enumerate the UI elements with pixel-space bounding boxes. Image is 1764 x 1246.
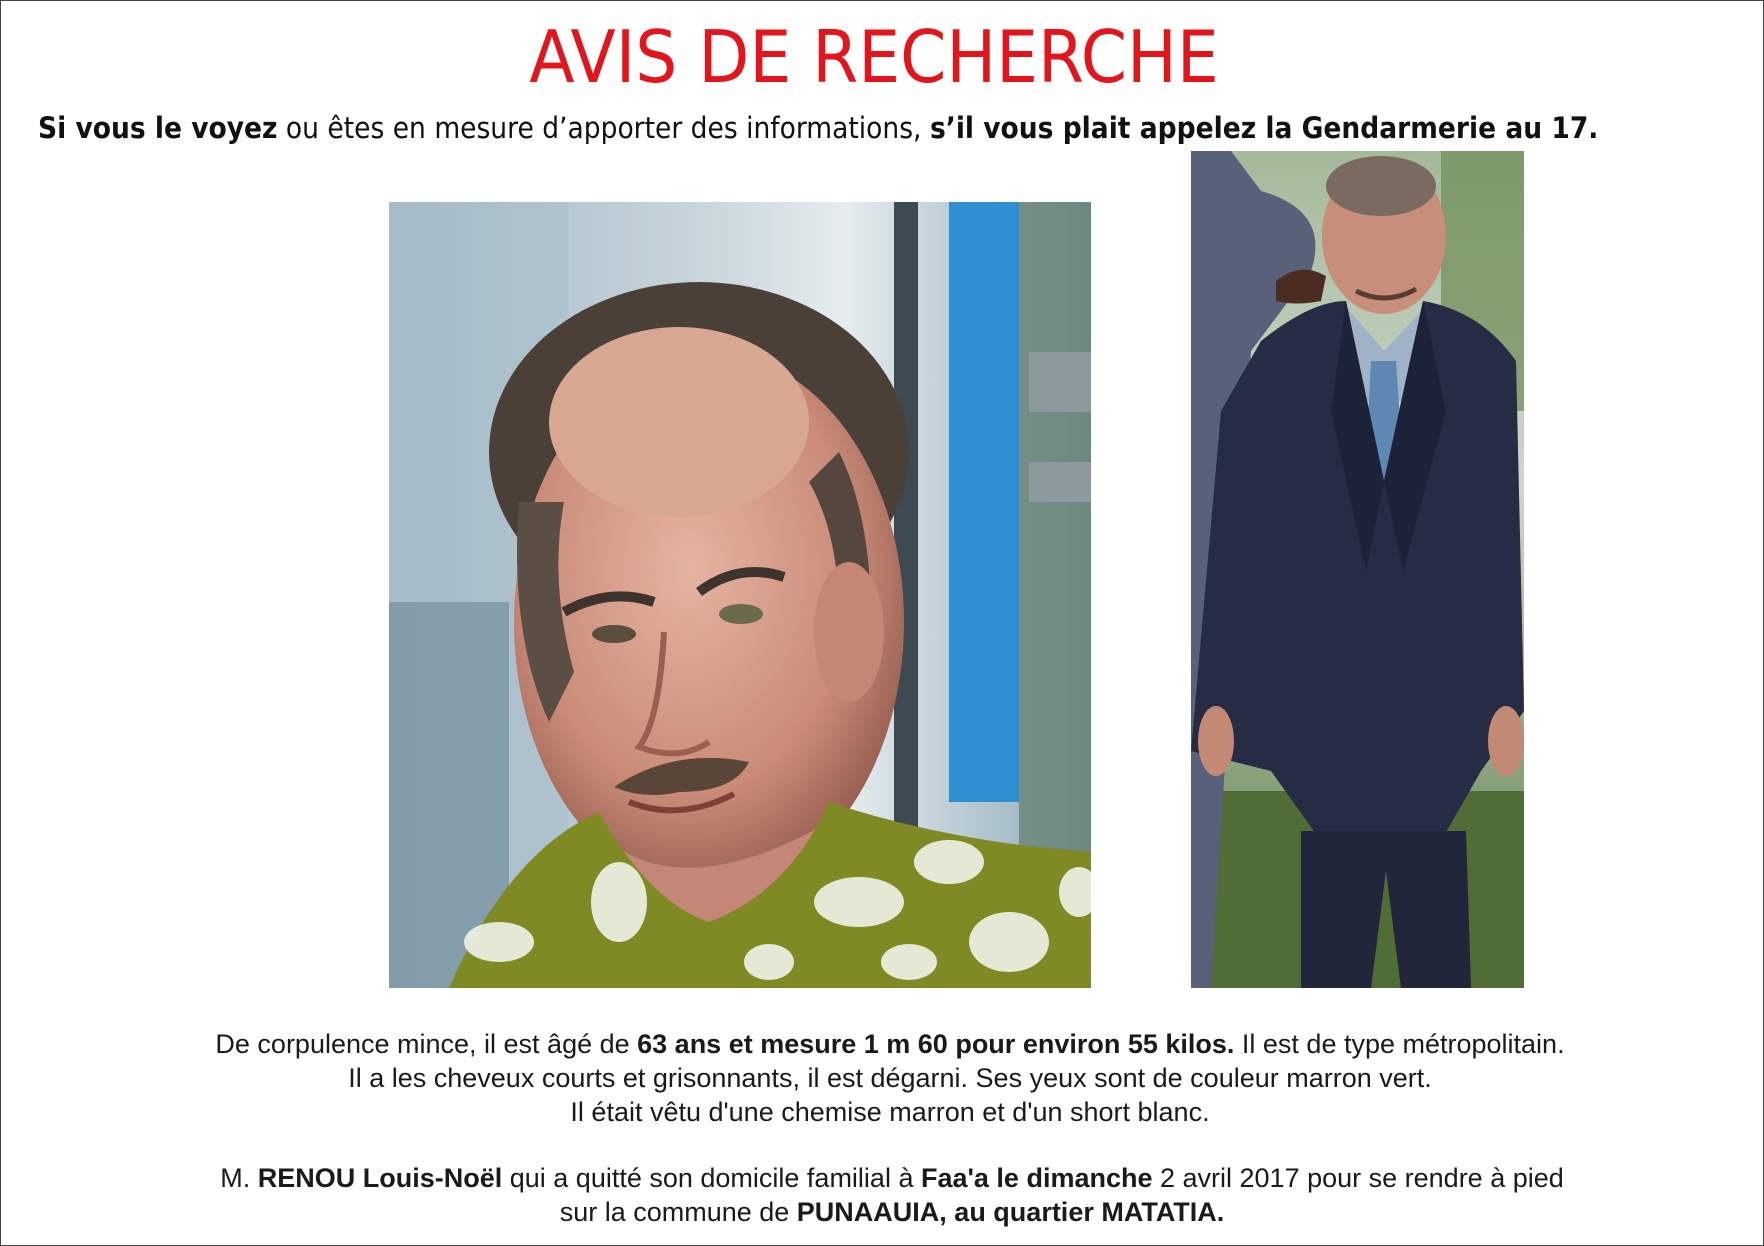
description-line-5 — [10, 1195, 1764, 1229]
desc-line1-bold: 63 ans et mesure 1 m 60 pour environ 55 kilos. — [637, 1029, 1235, 1059]
desc-line4-c: qui a quitté son domicile familial à — [502, 1163, 921, 1193]
departure-place-day: Faa'a le dimanche — [920, 1163, 1153, 1193]
poster-title: AVIS DE RECHERCHE — [529, 15, 1219, 99]
subtitle-bold-start: Si vous le voyez — [38, 111, 278, 145]
poster-subtitle — [38, 106, 1599, 150]
full-length-photo — [1191, 151, 1524, 988]
desc-line1-start: De corpulence mince, il est âgé de — [215, 1029, 638, 1059]
description-line-1 — [8, 1027, 1764, 1061]
desc-line1-end: Il est de type métropolitain. — [1234, 1029, 1565, 1059]
full-length-photo-icon — [1191, 151, 1524, 988]
destination-place: PUNAAUIA, au quartier MATATIA. — [796, 1197, 1225, 1227]
desc-line4-a: M. — [220, 1163, 258, 1193]
desc-line5-a: sur la commune de — [559, 1197, 797, 1227]
description-line-4 — [10, 1161, 1764, 1195]
missing-person-name: RENOU Louis-Noël — [257, 1163, 503, 1193]
desc-line4-e: 2 avril 2017 pour se rendre à pied — [1152, 1163, 1564, 1193]
description-line-3: Il était vêtu d'une chemise marron et d'un short blanc. — [570, 1097, 1210, 1127]
portrait-photo-icon — [389, 202, 1091, 988]
portrait-photo — [389, 202, 1091, 988]
subtitle-bold-end: s’il vous plait appelez la Gendarmerie au 17. — [929, 111, 1599, 145]
description-line-2: Il a les cheveux courts et grisonnants, il est dégarni. Ses yeux sont de couleur marron vert. — [348, 1063, 1432, 1093]
subtitle-middle: ou êtes en mesure d’apporter des informations, — [277, 111, 930, 145]
